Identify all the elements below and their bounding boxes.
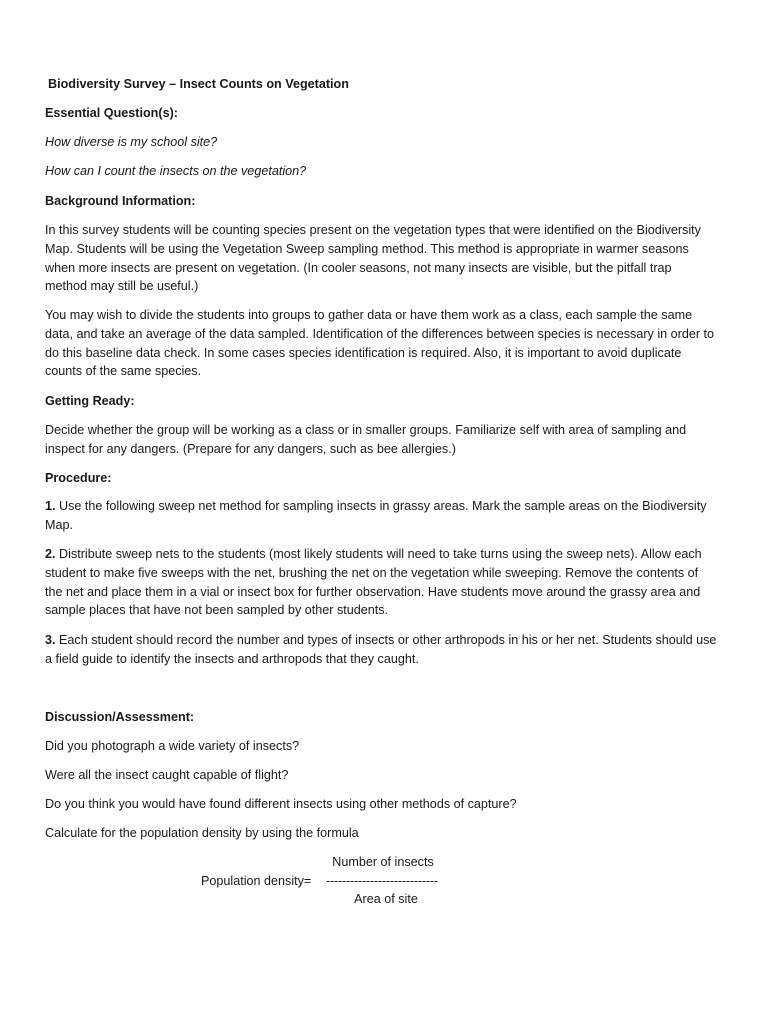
procedure-step-2 [45, 545, 735, 620]
step-number: 3. [45, 633, 56, 647]
step-number: 1. [45, 499, 56, 513]
text-line: the net and place them in a vial or insect box for further observation. Have students move around the grassy area and [45, 584, 701, 599]
text-line: data, and take an average of the data sampled. Identification of the differences between species is necessary in order to [45, 326, 715, 341]
procedure-step-1 [45, 497, 735, 535]
essential-question-2: How can I count the insects on the vegetation? [45, 164, 307, 178]
text-line: inspect for any dangers. (Prepare for any dangers, such as bee allergies.) [45, 441, 456, 456]
step-text: Distribute sweep nets to the students (most likely students will need to take turns using the sweep nets). Allow each [55, 547, 702, 561]
text-line: Decide whether the group will be working as a class or in smaller groups. Familiarize self with area of sampling and [45, 423, 687, 437]
text-line: a field guide to identify the insects and arthropods that they caught. [45, 651, 419, 666]
step-number: 2. [45, 547, 56, 561]
formula-numerator: Number of insects [332, 855, 434, 869]
essential-question-1: How diverse is my school site? [45, 135, 218, 149]
discussion-question-3: Do you think you would have found different insects using other methods of capture? [45, 797, 517, 811]
procedure-heading: Procedure: [45, 471, 112, 485]
procedure-step-3 [45, 631, 735, 669]
formula-fraction-bar: ---------------------------- [326, 874, 438, 888]
step-text: Use the following sweep net method for sampling insects in grassy areas. Mark the sample areas on the Biodiversity [55, 499, 707, 513]
discussion-question-2: Were all the insect caught capable of flight? [45, 768, 289, 782]
text-line: do this baseline data check. In some cases species identification is required. Also, it is important to avoid duplicate [45, 345, 682, 360]
background-paragraph-2 [45, 306, 735, 381]
getting-ready-paragraph [45, 421, 735, 459]
formula-label: Population density= [201, 874, 312, 888]
text-line: Map. Students will be using the Vegetation Sweep sampling method. This method is appropriate in warmer seasons [45, 241, 689, 256]
text-line: In this survey students will be counting species present on the vegetation types that were identified on the Biodiversity [45, 223, 701, 237]
text-line: You may wish to divide the students into groups to gather data or have them work as a class, each sample the same [45, 308, 693, 322]
text-line [45, 631, 735, 650]
text-line: method may still be useful.) [45, 279, 199, 294]
document-title: Biodiversity Survey – Insect Counts on Vegetation [48, 77, 349, 91]
text-line: counts of the same species. [45, 364, 202, 379]
text-line [45, 545, 735, 564]
discussion-question-4: Calculate for the population density by using the formula [45, 826, 359, 840]
essential-question-heading: Essential Question(s): [45, 106, 178, 120]
text-line [45, 497, 735, 516]
text-line: when more insects are present on vegetation. (In cooler seasons, not many insects are visible, but the pitfall trap [45, 260, 672, 275]
getting-ready-heading: Getting Ready: [45, 394, 135, 408]
discussion-question-1: Did you photograph a wide variety of insects? [45, 739, 300, 753]
text-line: Map. [45, 517, 73, 532]
formula-denominator: Area of site [354, 892, 418, 906]
background-heading: Background Information: [45, 194, 196, 208]
discussion-heading: Discussion/Assessment: [45, 710, 195, 724]
step-text: Each student should record the number and types of insects or other arthropods in his or her net. Students should use [55, 633, 717, 647]
text-line: student to make five sweeps with the net, brushing the net on the vegetation while sweeping. Remove the contents of [45, 565, 699, 580]
text-line: sample places that have not been sampled by other students. [45, 603, 389, 618]
background-paragraph-1 [45, 221, 735, 296]
